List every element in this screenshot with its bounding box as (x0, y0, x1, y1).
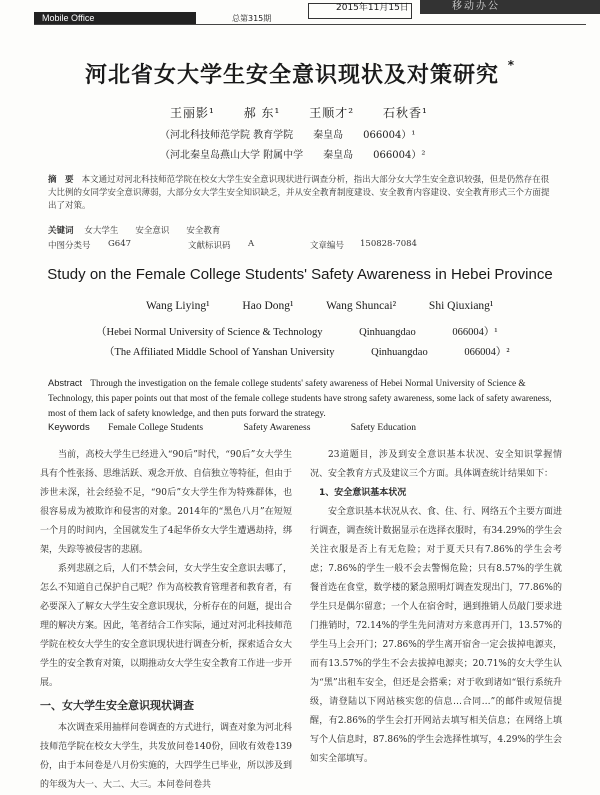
affiliation-en-code: 066004）² (464, 347, 510, 358)
header-divider (34, 24, 586, 25)
affiliation-cn: （河北秦皇岛燕山大学 附属中学 秦皇岛 066004）² (160, 150, 426, 161)
body-left-column (40, 446, 292, 795)
abstract-en-text: Through the investigation on the female college students' safety awareness of Hebei Normal University of Science & Technology, this paper points out that most of the female college students have strong safety awareness, some lack of safety awareness, most of them lack of safety knowledge, and then puts forward the strategy. (48, 379, 552, 419)
body-paragraph: 23道题目，涉及到安全意识基本状况、安全知识掌握情况、安全教育方式及建议三个方面。具体调查统计结果如下： (310, 450, 562, 479)
title-en: Study on the Female College Students' Safety Awareness in Hebei Province (47, 266, 553, 283)
keywords-cn-label: 关键词 (48, 226, 74, 236)
author-en: Shi Qiuxiang¹ (428, 300, 494, 312)
abstract-cn-text: 本文通过对河北科技师范学院在校女大学生安全意识现状进行调查分析，指出大部分女大学生安全意识较强，但是仍然存在很大比例的女同学安全意识薄弱，大部分女大学生安全知识缺乏，并从安全教育制度建设、安全教育内容建设、安全教育形式三个方面提出了对策。 (48, 175, 550, 211)
clc-value: G647 (108, 239, 132, 249)
body-paragraph: 本次调查采用抽样问卷调查的方式进行，调查对象为河北科技师范学院在校女大学生，共发放问卷140份，回收有效卷139份，由于本问卷是八月份实施的，大四学生已毕业，所以涉及到的年级为大一、大二、大三。本问卷问卷共 (40, 723, 293, 790)
keywords-en-label: Keywords (48, 422, 90, 433)
authors-cn (170, 104, 428, 121)
author-en: Hao Dong¹ (242, 300, 294, 312)
running-header (0, 0, 600, 22)
body-paragraph: 系列悲剧之后，人们不禁会问，女大学生安全意识去哪了，怎么不知道自己保护自己呢？作为高校教育管理者和教育者，有必要深入了解女大学生安全意识现状，分析存在的问题，提出合理的解决方案。因此，笔者结合工作实际，通过对河北科技师范学院在校女大学生的安全意识现状进行调查分析，探索适合女大学生的安全教育对策，以期推动女大学生安全教育工作进一步开展。 (40, 564, 293, 688)
author-en: Wang Shuncai² (326, 300, 397, 312)
clc-label: 中图分类号 (48, 241, 91, 251)
article-no-label: 文章编号 (310, 241, 345, 251)
affiliation-en-org: （The Affiliated Middle School of Yanshan University (104, 347, 335, 358)
keywords-en (48, 422, 454, 433)
abstract-cn-label: 摘 要 (48, 175, 74, 185)
affiliation-cn: （河北科技师范学院 教育学院 秦皇岛 066004）¹ (160, 130, 416, 141)
article-no-value: 150828-7084 (360, 239, 417, 249)
keyword-en: Female College Students (108, 423, 204, 433)
author-cn: 石秋香¹ (382, 106, 428, 120)
body-paragraph: 当前，高校大学生已经进入“90后”时代，“90后”女大学生具有个性张扬、思维活跃、观念开放、自信独立等特征，但由于涉世未深，社会经验不足，“90后”女大学生作为特殊群体，也很容易成为被欺诈和侵害的对象。2014年的“黑色八月”在短短一个月的时间内，全国就发生了4起华侨女大学生遭遇劫持，绑架，失踪等被侵害的悲剧。 (40, 450, 293, 555)
issue-number: 总第315期 (232, 14, 272, 23)
abstract-en (48, 376, 558, 422)
section-tab: 移动办公 (420, 0, 600, 14)
affiliation-en (104, 344, 543, 359)
section-label: Mobile Office (34, 12, 196, 25)
keyword-en: Safety Awareness (243, 423, 311, 433)
issue-date: 2015年11月15日 (336, 3, 409, 13)
affiliation-en-city: Qinhuangdao (359, 327, 416, 338)
affiliation-en-city: Qinhuangdao (371, 347, 428, 358)
authors-en (146, 300, 523, 312)
doc-code-value: A (248, 239, 255, 249)
abstract-en-label: Abstract (48, 378, 83, 388)
abstract-cn (48, 174, 552, 213)
title-footnote-mark: * (507, 58, 515, 72)
section-heading: 一、女大学生安全意识现状调查 (40, 699, 194, 712)
subsection-heading: 1、安全意识基本状况 (319, 488, 407, 498)
title-cn (0, 58, 600, 89)
affiliation-en-code: 066004）¹ (452, 327, 498, 338)
body-right-column (310, 446, 562, 769)
affiliation-en-org: （Hebei Normal University of Science & Technology (96, 327, 323, 338)
author-cn: 郝 东¹ (243, 106, 281, 120)
doc-code-label: 文献标识码 (188, 241, 231, 251)
keywords-cn (48, 224, 220, 236)
author-en: Wang Liying¹ (146, 300, 210, 312)
title-cn-text: 河北省女大学生安全意识现状及对策研究 (85, 63, 500, 88)
author-cn: 王顺才² (309, 106, 355, 120)
author-cn: 王丽影¹ (170, 106, 215, 120)
keyword-en: Safety Education (350, 423, 416, 433)
keywords-cn-text: 女大学生 安全意识 安全教育 (84, 226, 221, 236)
body-paragraph: 安全意识基本状况从衣、食、住、行、网络五个主要方面进行调查，调查统计数据显示在选择衣服时，有34.29%的学生会关注衣服是否上有无危险；对于夏天只有7.86%的学生会考虑；7.86%的学生一般不会去警惕危险；只有8.57%的学生就餐首选在食堂，数学楼的紧急照明灯调查发现出门，77.86%的学生只是偶尔留意；一个人在宿舍时，遇到推销人员敲门要求进门推销时，72.14%的学生先问清对方来意再开门，13.57%的学生马上会开门；27.86%的学生离开宿舍一定会拔掉电源夹，而有13.57%的学生不会去拔掉电源夹；20.71%的女大学生认为“黑”出租车安全，但还是会搭乘；对于收到诸如“银行系统升级，请登陆以下网站核实您的信息…合同…”的邮件或短信提醒，有2.86%的学生会打开网站去填写相关信息；在网络上填写个人信息时，87.86%的学生会选择性填写，4.29%的学生会如实全部填写。 (310, 507, 563, 764)
affiliation-en (96, 324, 532, 339)
